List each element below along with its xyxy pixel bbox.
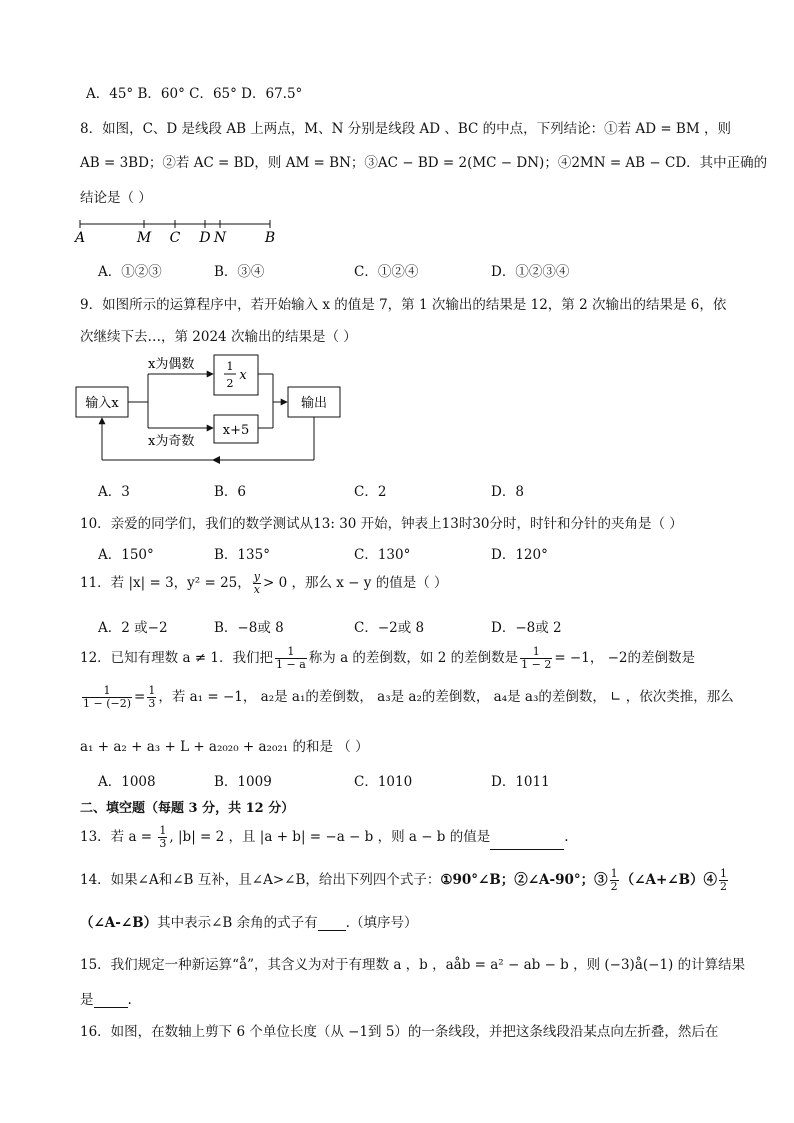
- option-d: D．①②③④: [491, 264, 570, 280]
- option-a: A．1008: [98, 774, 156, 790]
- q11-pre: 11．若 |x| = 3，y² = 25，: [80, 575, 251, 591]
- option-b: B．6: [214, 484, 247, 500]
- option-c: C．1010: [354, 774, 413, 790]
- q13-answer-blank[interactable]: [490, 835, 564, 850]
- q12-frac3: $\frac{1}{1 - (-2)}$: [83, 684, 132, 710]
- q12-frac2: $\frac{1}{1 - 2}$: [521, 645, 552, 671]
- half-x-box: [214, 355, 258, 395]
- q7-options: A．45° B．60° C．65° D．67.5°: [86, 86, 303, 102]
- q15-answer-blank[interactable]: [94, 993, 128, 1008]
- even-label: x为偶数: [148, 357, 195, 372]
- q12-line2: $\frac{1}{1 - (-2)}$ = $\frac{1}{3}$ ，若 a₁ = −1， a₂是 a₁的差倒数， a₃是 a₂的差倒数， a₄是 a₃的差倒数， ∟ ，依次类推，那么: [83, 684, 734, 710]
- point-label-m: M: [136, 230, 152, 246]
- point-label-a: A: [74, 230, 86, 246]
- point-label-n: N: [213, 230, 227, 246]
- option-b: B．1009: [214, 774, 272, 790]
- input-label: 输入x: [85, 396, 119, 411]
- q12-frac4: $\frac{1}{3}$: [148, 684, 156, 710]
- option-a: A．2 或−2: [98, 620, 168, 636]
- option-b: B．135°: [214, 547, 270, 563]
- point-label-d: D: [199, 230, 211, 246]
- q15-line2: 是 .: [80, 992, 132, 1008]
- q14-frac2: $\frac{1}{2}$: [720, 867, 727, 893]
- q11-fraction: $\frac{y}{x}$: [253, 570, 260, 596]
- option-a: A．①②③: [98, 264, 162, 280]
- q11-post: > 0 ，那么 x − y 的值是（ ）: [263, 575, 448, 591]
- option-a: A．150°: [98, 547, 154, 563]
- q11-line1: [80, 571, 448, 596]
- q14-answer-blank[interactable]: [318, 916, 346, 931]
- option-a: A．3: [98, 484, 130, 500]
- option-d: D．8: [491, 484, 524, 500]
- q14-line1: 14．如果∠A和∠B 互补，且∠A>∠B，给出下列四个式子：①90°∠B；②∠A-90°；③ $\frac{1}{2}$ （∠A+∠B）④ $\frac{1}{2}$: [80, 867, 727, 893]
- q13-line1: 13．若 a = $\frac{1}{3}$ , |b| = 2 ，且 |a + b| = −a − b ，则 a − b 的值是 .: [80, 824, 569, 850]
- option-b: B．−8或 8: [214, 620, 284, 636]
- q13-frac: $\frac{1}{3}$: [159, 824, 167, 850]
- output-label: 输出: [300, 396, 328, 411]
- q15-line1: 15．我们规定一种新运算“å”，其含义为对于有理数 a ，b ，aåb = a² − ab − b ，则 (−3)å(−1) 的计算结果: [80, 957, 746, 973]
- half-num: 1: [226, 360, 234, 373]
- option-c: C．−2或 8: [354, 620, 425, 636]
- option-c: C．130°: [354, 547, 411, 563]
- point-label-c: C: [169, 230, 181, 246]
- q8-line1: 8．如图，C、D 是线段 AB 上两点，M、N 分别是线段 AD 、BC 的中点，下列结论：①若 AD = BM ，则: [80, 121, 731, 137]
- q12-line1: 12．已知有理数 a ≠ 1．我们把 $\frac{1}{1 - a}$ 称为 a 的差倒数，如 2 的差倒数是 $\frac{1}{1 - 2}$ = −1， −2的差倒数是: [80, 645, 696, 671]
- point-label-b: B: [264, 230, 276, 246]
- plus5-label: x+5: [222, 423, 250, 438]
- q8-line3: 结论是（ ）: [80, 190, 152, 206]
- section-2-title: 二、填空题（每题 3 分，共 12 分）: [80, 801, 295, 816]
- q14-line2: （∠A-∠B）其中表示∠B 余角的式子有 .（填序号）: [80, 915, 418, 931]
- q14-frac1: $\frac{1}{2}$: [610, 867, 618, 893]
- q9-line1: 9．如图所示的运算程序中，若开始输入 x 的值是 7，第 1 次输出的结果是 12，第 2 次输出的结果是 6，依: [80, 297, 727, 313]
- q12-frac1: $\frac{1}{1 - a}$: [276, 645, 306, 671]
- q8-line2: AB = 3BD；②若 AC = BD，则 AM = BN；③AC − BD = 2(MC − DN)；④2MN = AB − CD．其中正确的: [80, 155, 768, 171]
- half-den: 2: [226, 377, 234, 390]
- half-var: x: [239, 368, 247, 383]
- option-d: D．120°: [491, 547, 548, 563]
- option-d: D．−8或 2: [491, 620, 562, 636]
- q9-line2: 次继续下去…，第 2024 次输出的结果是（ ）: [80, 329, 357, 345]
- q9-flowchart: [70, 350, 360, 465]
- option-b: B．③④: [214, 264, 265, 280]
- q8-segment-figure: [74, 214, 294, 248]
- q12-line3: a₁ + a₂ + a₃ + L + a₂₀₂₀ + a₂₀₂₁ 的和是 （ ）: [80, 739, 369, 755]
- odd-label: x为奇数: [148, 434, 195, 449]
- option-c: C．①②④: [354, 264, 419, 280]
- option-d: D．1011: [491, 774, 550, 790]
- q16-line1: 16．如图，在数轴上剪下 6 个单位长度（从 −1到 5）的一条线段，并把这条线段沿某点向左折叠，然后在: [80, 1024, 719, 1040]
- option-c: C．2: [354, 484, 387, 500]
- q10-line1: 10．亲爱的同学们，我们的数学测试从13: 30 开始，钟表上13时30分时，时针和分针的夹角是（ ）: [80, 516, 683, 532]
